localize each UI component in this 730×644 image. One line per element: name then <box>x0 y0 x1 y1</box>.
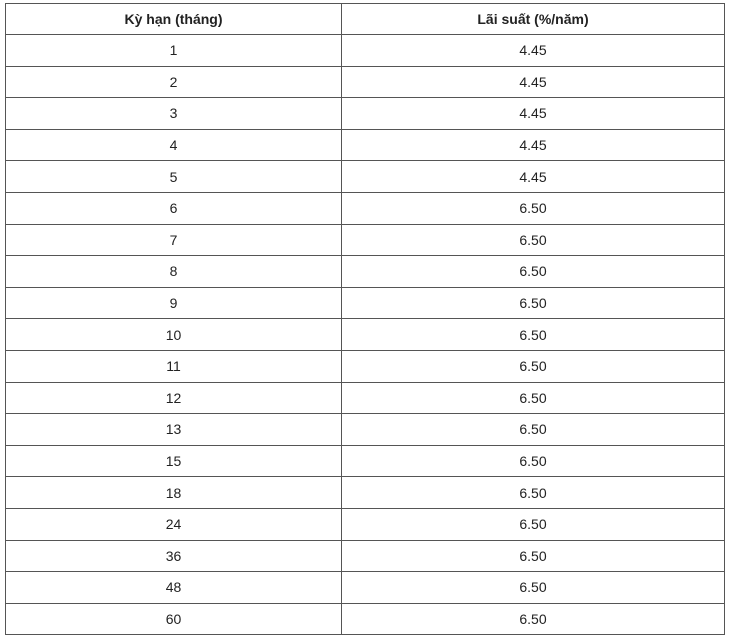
term-cell: 48 <box>6 572 342 604</box>
header-interest-rate: Lãi suất (%/năm) <box>342 4 725 35</box>
table-row <box>6 540 725 572</box>
interest-rate-table <box>5 3 725 635</box>
rate-cell: 6.50 <box>342 224 725 256</box>
table-row <box>6 35 725 67</box>
rate-cell: 4.45 <box>342 35 725 67</box>
term-cell: 24 <box>6 508 342 540</box>
rate-cell: 4.45 <box>342 98 725 130</box>
table-row <box>6 319 725 351</box>
term-cell: 5 <box>6 161 342 193</box>
rate-cell: 4.45 <box>342 129 725 161</box>
header-term-months: Kỳ hạn (tháng) <box>6 4 342 35</box>
table-row <box>6 287 725 319</box>
term-cell: 18 <box>6 477 342 509</box>
rate-cell: 6.50 <box>342 414 725 446</box>
table-row <box>6 256 725 288</box>
rate-cell: 6.50 <box>342 508 725 540</box>
rate-cell: 6.50 <box>342 382 725 414</box>
term-cell: 4 <box>6 129 342 161</box>
table-header-row <box>6 4 725 35</box>
term-cell: 8 <box>6 256 342 288</box>
table-row <box>6 508 725 540</box>
table-row <box>6 572 725 604</box>
term-cell: 1 <box>6 35 342 67</box>
term-cell: 2 <box>6 66 342 98</box>
rate-cell: 4.45 <box>342 66 725 98</box>
table-row <box>6 445 725 477</box>
table-row <box>6 414 725 446</box>
rate-cell: 6.50 <box>342 445 725 477</box>
table-row <box>6 98 725 130</box>
term-cell: 36 <box>6 540 342 572</box>
rate-cell: 4.45 <box>342 161 725 193</box>
term-cell: 11 <box>6 350 342 382</box>
table-body <box>6 35 725 635</box>
term-cell: 10 <box>6 319 342 351</box>
rate-cell: 6.50 <box>342 572 725 604</box>
term-cell: 60 <box>6 603 342 635</box>
table-row <box>6 161 725 193</box>
rate-cell: 6.50 <box>342 350 725 382</box>
table-row <box>6 66 725 98</box>
rate-cell: 6.50 <box>342 256 725 288</box>
rate-cell: 6.50 <box>342 477 725 509</box>
table-row <box>6 477 725 509</box>
table-row <box>6 603 725 635</box>
table-row <box>6 129 725 161</box>
term-cell: 15 <box>6 445 342 477</box>
rate-cell: 6.50 <box>342 287 725 319</box>
term-cell: 3 <box>6 98 342 130</box>
rate-cell: 6.50 <box>342 540 725 572</box>
table-row <box>6 382 725 414</box>
table-row <box>6 192 725 224</box>
term-cell: 9 <box>6 287 342 319</box>
rate-cell: 6.50 <box>342 603 725 635</box>
rate-cell: 6.50 <box>342 192 725 224</box>
term-cell: 7 <box>6 224 342 256</box>
rate-cell: 6.50 <box>342 319 725 351</box>
term-cell: 13 <box>6 414 342 446</box>
term-cell: 12 <box>6 382 342 414</box>
term-cell: 6 <box>6 192 342 224</box>
table-row <box>6 350 725 382</box>
table-row <box>6 224 725 256</box>
